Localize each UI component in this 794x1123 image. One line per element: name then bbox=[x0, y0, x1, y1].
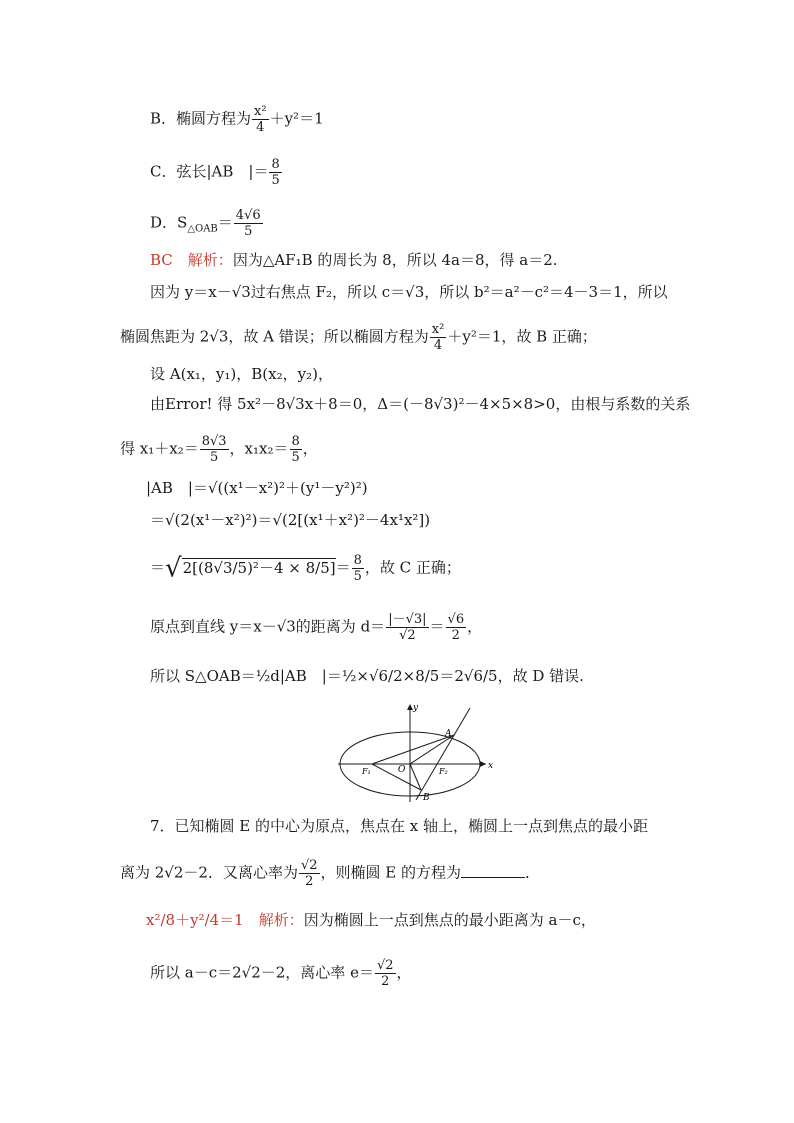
solution-line: 椭圆焦距为 2√3，故 A 错误；所以椭圆方程为 $\frac{\text{x²}}{4}$ ＋y²＝1，故 B 正确； bbox=[120, 322, 597, 353]
solution-line: 因为 y＝x－√3过右焦点 F₂，所以 c＝√3，所以 b²＝a²－c²＝4－3＝1，所以 bbox=[150, 283, 668, 301]
fraction: $\frac{8√3}{5}$ bbox=[201, 434, 227, 465]
fraction: $\frac{4√6}{5}$ bbox=[235, 208, 261, 239]
answer-tag: BC bbox=[150, 251, 173, 269]
label-y-axis: y bbox=[413, 703, 419, 713]
segment-o-b bbox=[410, 764, 421, 790]
solution-line: 原点到直线 y＝x－√3的距离为 d＝ $\frac{|-√3|}{√2}$ ＝ $\frac{√6}{2}$ ， bbox=[150, 612, 483, 643]
segment-f1-a bbox=[372, 735, 454, 764]
answer-tag: x²/8＋y²/4＝1 bbox=[146, 911, 244, 929]
solution-line: 由Error! 得 5x²－8√3x＋8＝0，Δ＝(－8√3)²－4×5×8>0，由根与系数的关系 bbox=[150, 395, 691, 413]
fraction: $\frac{8}{5}$ bbox=[291, 434, 300, 465]
label-f1: F₁ bbox=[362, 767, 371, 776]
answer-6: BC 解析：因为△AF₁B 的周长为 8，所以 4a＝8，得 a＝2. bbox=[150, 251, 558, 269]
fraction: $\frac{√6}{2}$ bbox=[447, 612, 465, 643]
solution-line: |AB |＝√((x¹－x²)²＋(y¹－y²)²) bbox=[146, 479, 368, 497]
label-f2: F₂ bbox=[439, 767, 448, 776]
fraction: $\frac{|-√3|}{√2}$ bbox=[388, 612, 427, 643]
fraction: $\frac{\text{x²}}{4}$ bbox=[254, 104, 267, 135]
solution-line: ＝√(2(x¹－x²)²)＝√(2[(x¹＋x²)²－4x¹x²]) bbox=[150, 511, 431, 529]
segment-o-a bbox=[410, 735, 454, 764]
line-l bbox=[416, 708, 470, 800]
label-x-axis: x bbox=[488, 761, 494, 771]
segment-f1-b bbox=[372, 764, 421, 790]
option-c: C．弦长|AB |＝ $\frac{8}{5}$ bbox=[150, 157, 280, 188]
option-b: B．椭圆方程为 $\frac{\text{x²}}{4}$ ＋y²＝1 bbox=[150, 104, 324, 135]
solution-line: 设 A(x₁，y₁)，B(x₂，y₂)， bbox=[150, 365, 333, 383]
solution-line: 所以 S△OAB＝½d|AB |＝½×√6/2×8/5＝2√6/5，故 D 错误. bbox=[150, 667, 584, 685]
radicand: 2[(8√3/5)²－4 × 8/5] bbox=[182, 558, 336, 577]
fraction: $\frac{8}{5}$ bbox=[271, 157, 280, 188]
analysis-keyword: 解析： bbox=[187, 251, 233, 269]
solution-line: 得 x₁＋x₂＝ $\frac{8√3}{5}$ ，x₁x₂＝ $\frac{8}{5}$ ， bbox=[120, 434, 318, 465]
x-arrow bbox=[480, 761, 486, 767]
solution-line: 所以 a－c＝2√2－2，离心率 e＝ $\frac{√2}{2}$ ， bbox=[150, 958, 412, 989]
fraction: $\frac{√2}{2}$ bbox=[300, 858, 318, 889]
question-7: 7．已知椭圆 E 的中心为原点，焦点在 x 轴上，椭圆上一点到焦点的最小距 bbox=[150, 817, 649, 835]
option-d: D．$S_{\triangle OAB}=$ $\frac{4√6}{5}$ bbox=[150, 208, 261, 239]
ellipse-figure bbox=[338, 700, 498, 802]
fraction: $\frac{√2}{2}$ bbox=[376, 958, 394, 989]
label-a: A bbox=[445, 729, 452, 739]
analysis-keyword: 解析： bbox=[258, 911, 304, 929]
answer-7: x²/8＋y²/4＝1 解析：因为椭圆上一点到焦点的最小距离为 a－c， bbox=[146, 911, 596, 929]
label-o: O bbox=[398, 765, 406, 775]
solution-line: ＝√2[(8√3/5)²－4 × 8/5]＝ $\frac{8}{5}$ ，故 C 正确； bbox=[150, 553, 461, 584]
answer-blank bbox=[461, 863, 525, 878]
fraction: $\frac{8}{5}$ bbox=[353, 553, 362, 584]
fraction: $\frac{\text{x²}}{4}$ bbox=[431, 322, 445, 353]
label-b: B bbox=[423, 793, 430, 802]
question-7: 离为 2√2－2．又离心率为 $\frac{√2}{2}$ ，则椭圆 E 的方程为 ． bbox=[120, 858, 541, 889]
